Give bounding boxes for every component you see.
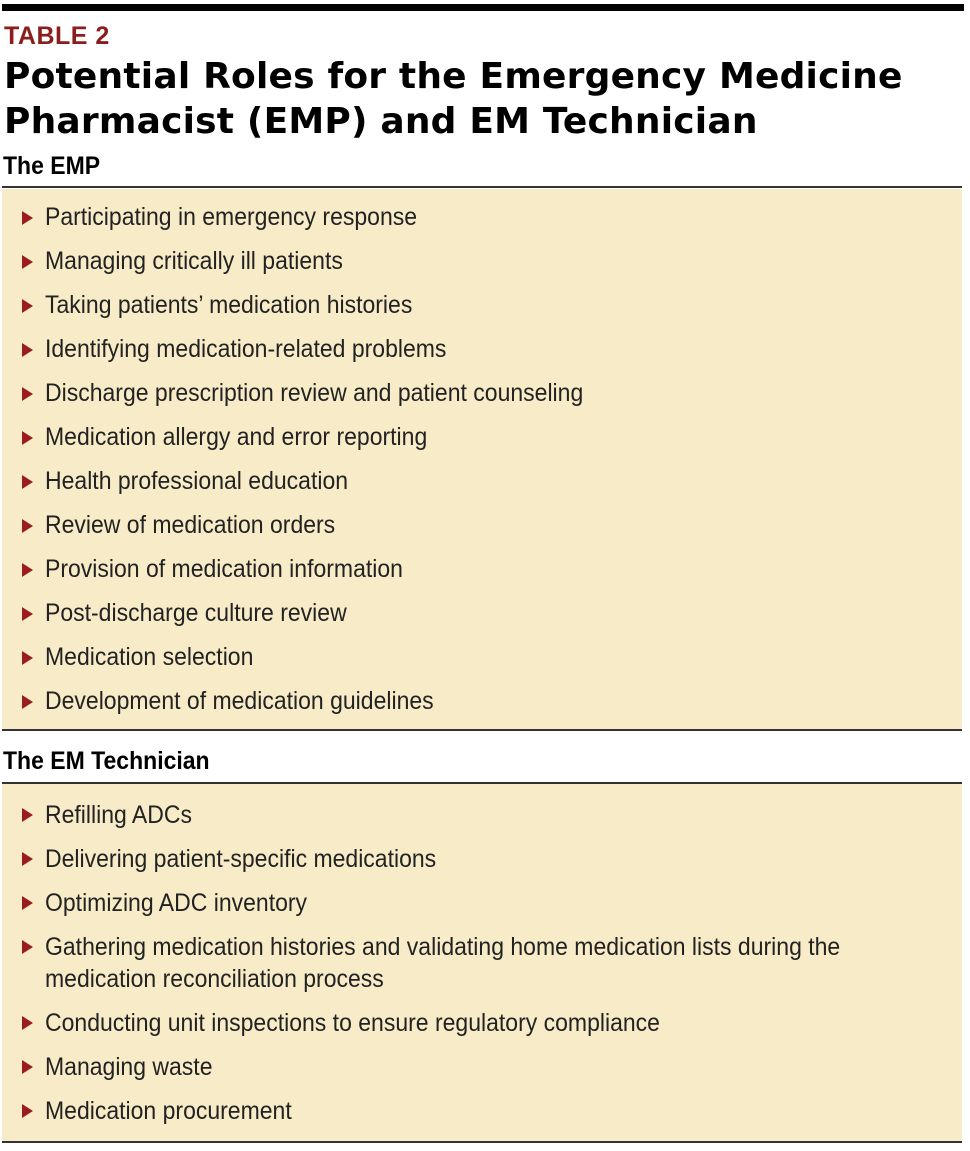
triangle-right-icon	[22, 211, 33, 225]
role-text: Medication selection	[45, 643, 254, 671]
role-list-item	[2, 423, 962, 467]
section-box-technician	[2, 784, 962, 1141]
table-label: TABLE 2	[4, 22, 110, 50]
triangle-right-icon	[22, 387, 33, 401]
triangle-right-icon	[22, 255, 33, 269]
table-title: Potential Roles for the Emergency Medicine Pharmacist (EMP) and EM Technician	[4, 56, 903, 142]
section-rule-emp-top	[2, 186, 962, 188]
triangle-right-icon	[22, 299, 33, 313]
role-text: Managing critically ill patients	[45, 247, 343, 275]
triangle-right-icon	[22, 607, 33, 621]
role-text: Medication procurement	[45, 1097, 292, 1125]
role-list-item	[2, 247, 962, 291]
triangle-right-icon	[22, 519, 33, 533]
triangle-right-icon	[22, 563, 33, 577]
triangle-right-icon	[22, 343, 33, 357]
technician-roles-list	[2, 784, 962, 1127]
role-list-item	[2, 291, 962, 335]
role-text: Gathering medication histories and validating home medication lists during the medication reconciliation process	[45, 933, 841, 993]
role-text: Discharge prescription review and patient counseling	[45, 379, 584, 407]
role-text: Development of medication guidelines	[45, 687, 434, 715]
role-text: Refilling ADCs	[45, 801, 192, 829]
section-box-emp	[2, 189, 962, 729]
role-list-item	[2, 599, 962, 643]
role-list-item	[2, 379, 962, 423]
role-list-item	[2, 511, 962, 555]
role-text: Health professional education	[45, 467, 349, 495]
role-list-item	[2, 643, 962, 687]
emp-roles-list	[2, 189, 962, 731]
role-text: Conducting unit inspections to ensure regulatory compliance	[45, 1009, 660, 1037]
role-list-item	[2, 687, 962, 731]
triangle-right-icon	[22, 1060, 33, 1074]
triangle-right-icon	[22, 808, 33, 822]
role-list-item	[2, 843, 962, 875]
role-list-item	[2, 931, 962, 995]
role-text: Optimizing ADC inventory	[45, 889, 308, 917]
role-text: Provision of medication information	[45, 555, 403, 583]
role-list-item	[2, 1051, 962, 1083]
triangle-right-icon	[22, 651, 33, 665]
role-list-item	[2, 799, 962, 831]
triangle-right-icon	[22, 1016, 33, 1030]
triangle-right-icon	[22, 940, 33, 954]
role-text: Participating in emergency response	[45, 203, 418, 231]
role-text: Delivering patient-specific medications	[45, 845, 437, 873]
triangle-right-icon	[22, 695, 33, 709]
section-rule-technician-bottom	[2, 1141, 962, 1143]
role-text: Managing waste	[45, 1053, 213, 1081]
role-text: Review of medication orders	[45, 511, 336, 539]
role-text: Taking patients’ medication histories	[45, 291, 413, 319]
triangle-right-icon	[22, 475, 33, 489]
top-rule	[2, 4, 964, 11]
section-rule-emp-bottom	[2, 729, 962, 731]
section-heading-technician: The EM Technician	[3, 747, 210, 775]
role-list-item	[2, 1007, 962, 1039]
role-text: Identifying medication-related problems	[45, 335, 447, 363]
role-list-item	[2, 467, 962, 511]
role-list-item	[2, 887, 962, 919]
triangle-right-icon	[22, 896, 33, 910]
triangle-right-icon	[22, 1104, 33, 1118]
triangle-right-icon	[22, 852, 33, 866]
role-list-item	[2, 1095, 962, 1127]
role-text: Post-discharge culture review	[45, 599, 347, 627]
role-text: Medication allergy and error reporting	[45, 423, 428, 451]
role-list-item	[2, 203, 962, 247]
role-list-item	[2, 335, 962, 379]
triangle-right-icon	[22, 431, 33, 445]
role-list-item	[2, 555, 962, 599]
section-heading-emp: The EMP	[3, 152, 101, 180]
